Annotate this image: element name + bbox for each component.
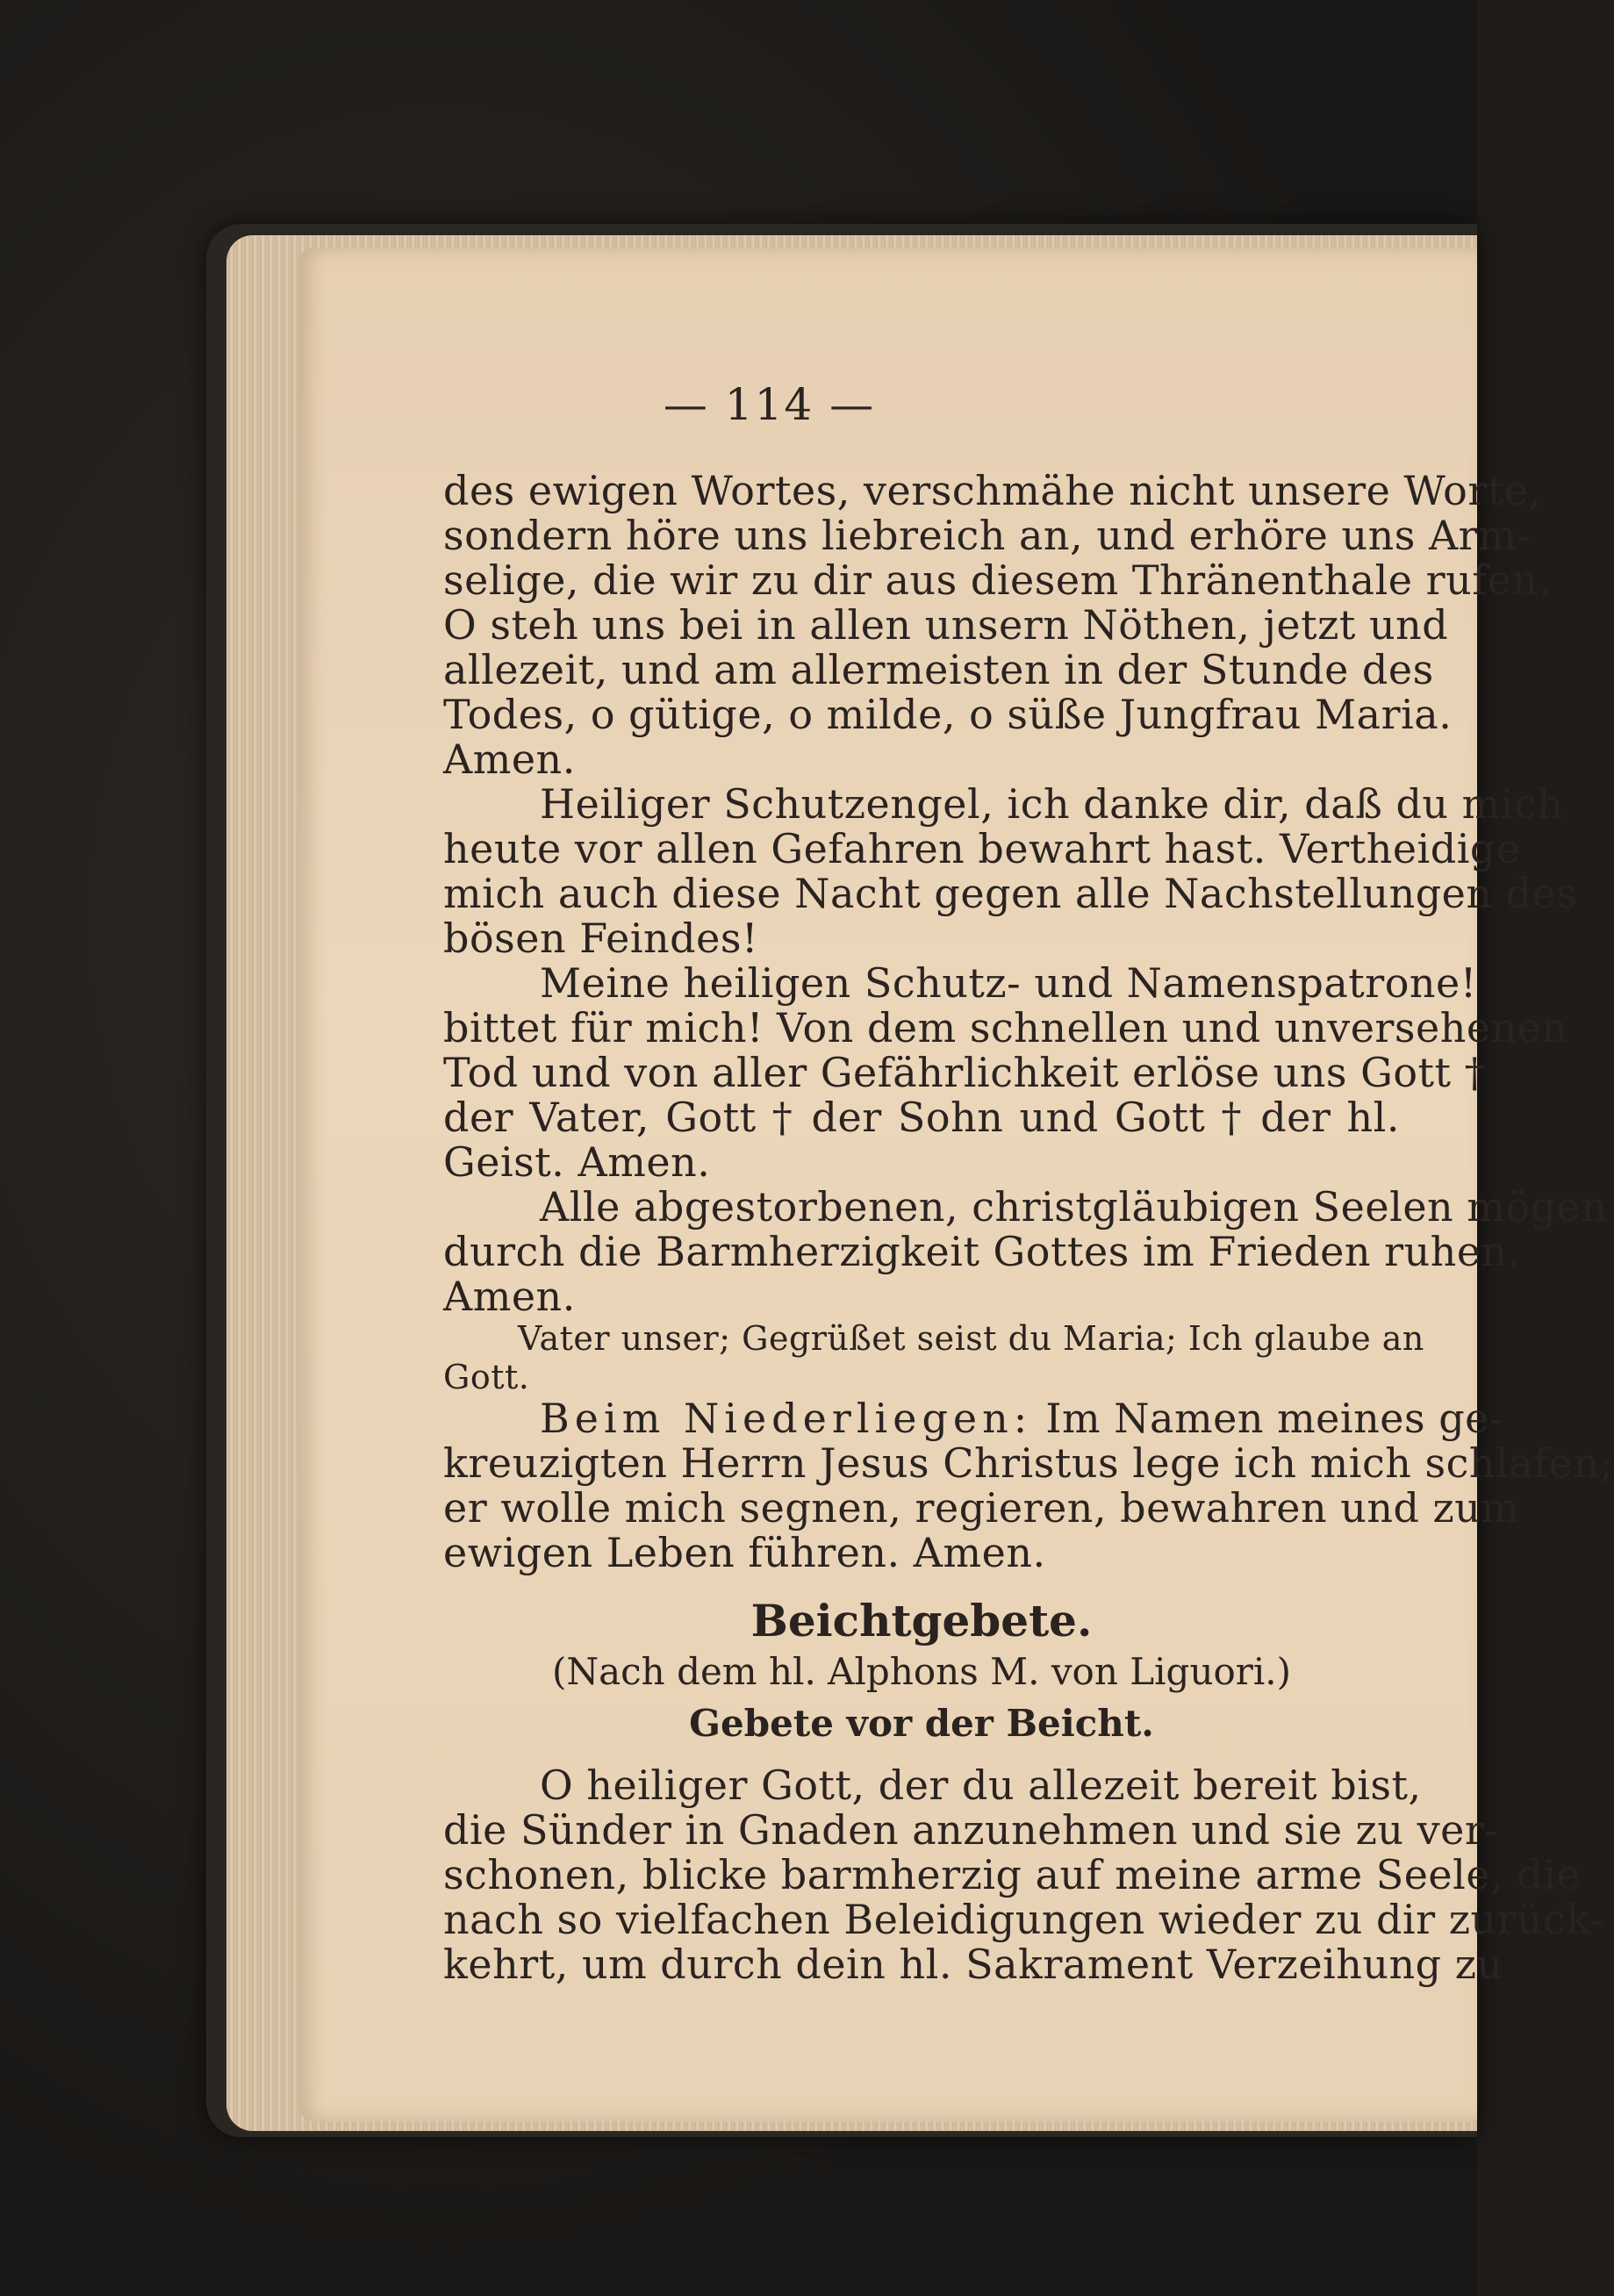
text-line: Heiliger Schutzengel, ich danke dir, daß du mich: [540, 780, 1564, 828]
text-line: allezeit, und am allermeisten in der Stunde des: [443, 646, 1434, 693]
text-line: mich auch diese Nacht gegen alle Nachstellungen des: [443, 870, 1578, 917]
text-line: O heiliger Gott, der du allezeit bereit bist,: [540, 1761, 1422, 1809]
text-line: selige, die wir zu dir aus diesem Thränenthale rufen.: [443, 556, 1552, 604]
text-line: ewigen Leben führen. Amen.: [443, 1529, 1046, 1576]
text-line: Amen.: [443, 1273, 576, 1320]
text-line: O steh uns bei in allen unsern Nöthen, jetzt und: [443, 601, 1449, 649]
text-line: des ewigen Wortes, verschmähe nicht unsere Worte,: [443, 467, 1542, 514]
text-line: sondern höre uns liebreich an, und erhöre uns Arm-: [443, 512, 1532, 559]
text-line: Gott.: [443, 1358, 530, 1396]
prayer-note: [443, 1319, 1424, 1396]
text-line: die Sünder in Gnaden anzunehmen und sie zu ver-: [443, 1806, 1499, 1854]
spaced-label: Beim Niederliegen:: [540, 1395, 1033, 1442]
text-line: Alle abgestorbenen, christgläubigen Seelen mögen: [540, 1183, 1608, 1231]
text-fragment: Im Namen meines ge-: [1032, 1395, 1503, 1442]
text-line: [443, 1395, 1503, 1442]
section-heading: Beichtgebete.: [750, 1595, 1093, 1647]
section-note: (Nach dem hl. Alphons M. von Liguori.): [551, 1650, 1292, 1693]
page-number: — 114 —: [663, 379, 876, 430]
text-line: durch die Barmherzigkeit Gottes im Frieden ruhen.: [443, 1228, 1521, 1275]
text-line: Todes, o gütige, o milde, o süße Jungfrau Maria.: [443, 691, 1453, 738]
text-line: kehrt, um durch dein hl. Sakrament Verzeihung zu: [443, 1941, 1503, 1988]
text-line: Vater unser; Gegrüßet seist du Maria; Ich glaube an: [518, 1319, 1424, 1358]
subsection-heading: Gebete vor der Beicht.: [689, 1702, 1154, 1745]
page-text: [443, 467, 1614, 1988]
text-line: kreuzigten Herrn Jesus Christus lege ich mich schlafen;: [443, 1439, 1614, 1487]
text-line: schonen, blicke barmherzig auf meine arme Seele, die: [443, 1851, 1582, 1898]
text-line: Geist. Amen.: [443, 1138, 711, 1186]
text-line: er wolle mich segnen, regieren, bewahren und zum: [443, 1484, 1520, 1532]
text-line: heute vor allen Gefahren bewahrt hast. Vertheidige: [443, 825, 1521, 872]
text-line: Meine heiligen Schutz- und Namenspatrone!: [540, 959, 1477, 1007]
text-line: Tod und von aller Gefährlichkeit erlöse uns Gott †: [443, 1049, 1486, 1096]
text-line: bittet für mich! Von dem schnellen und unversehenen: [443, 1004, 1568, 1051]
text-line: Amen.: [443, 735, 576, 783]
text-line: bösen Feindes!: [443, 915, 758, 962]
text-line: der Vater, Gott † der Sohn und Gott † der hl.: [443, 1094, 1400, 1141]
text-line: nach so vielfachen Beleidigungen wieder zu dir zurück-: [443, 1896, 1605, 1943]
